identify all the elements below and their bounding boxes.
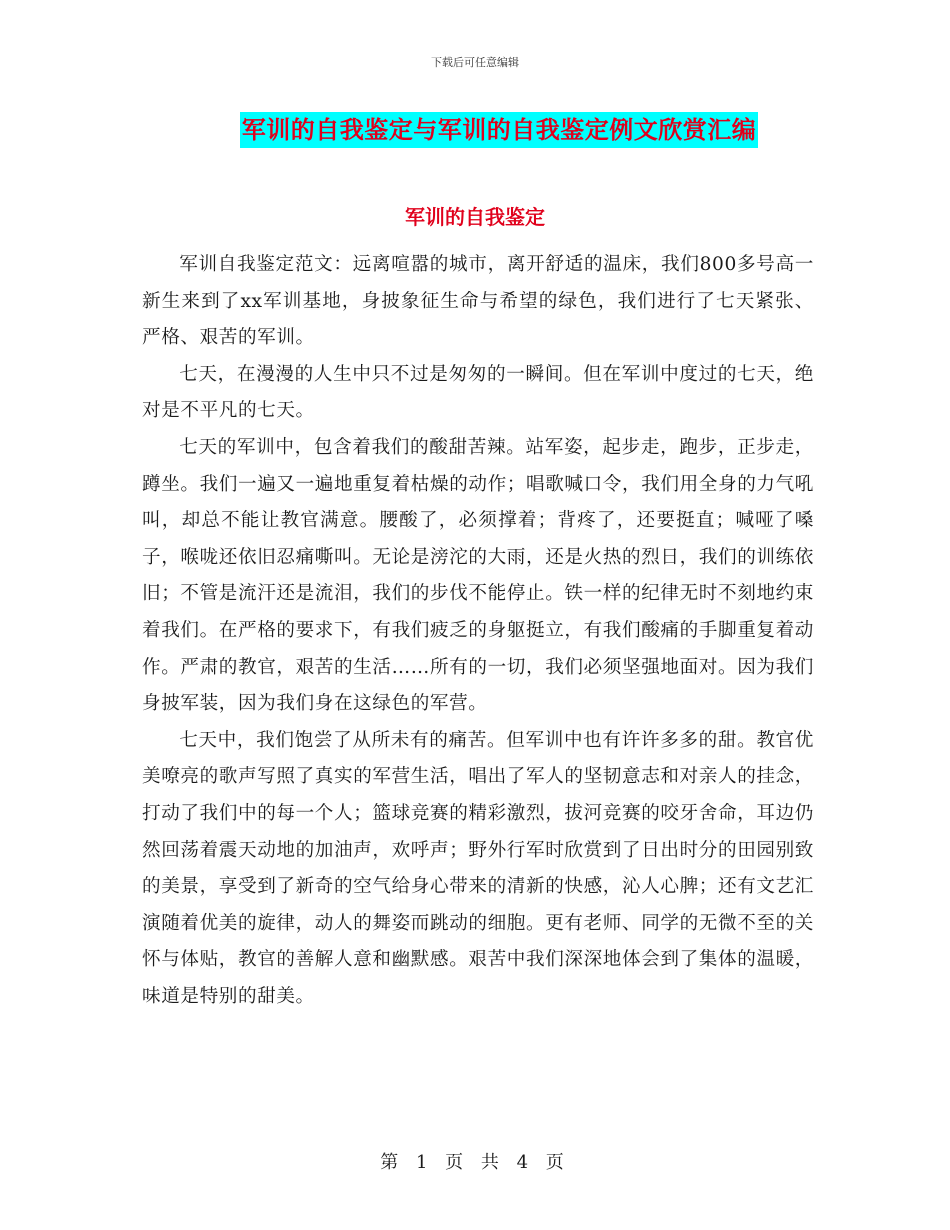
paragraph: 军训自我鉴定范文：远离喧嚣的城市，离开舒适的温床，我们800多号高一新生来到了xx军训基地，身披象征生命与希望的绿色，我们进行了七天紧张、严格、艰苦的军训。	[142, 254, 814, 349]
section-title: 军训的自我鉴定	[405, 205, 545, 229]
paragraph: 七天中，我们饱尝了从所未有的痛苦。但军训中也有许许多多的甜。教官优美嘹亮的歌声写照了真实的军营生活，唱出了军人的坚韧意志和对亲人的挂念，打动了我们中的每一个人；篮球竞赛的精彩激烈，拔河竞赛的咬牙舍命，耳边仍然回荡着震天动地的加油声，欢呼声；野外行军时欣赏到了日出时分的田园别致的美景，享受到了新奇的空气给身心带来的清新的快感，沁人心脾；还有文艺汇演随着优美的旋律，动人的舞姿而跳动的细胞。更有老师、同学的无微不至的关怀与体贴，教官的善解人意和幽默感。艰苦中我们深深地体会到了集体的温暖，味道是特别的甜美。	[142, 729, 814, 1007]
document-title-container	[0, 112, 950, 148]
page-header-note: 下载后可任意编辑	[431, 56, 519, 69]
paragraph: 七天的军训中，包含着我们的酸甜苦辣。站军姿，起步走，跑步，正步走，蹲坐。我们一遍又一遍地重复着枯燥的动作；唱歌喊口令，我们用全身的力气吼叫，却总不能让教官满意。腰酸了，必须撑着；背疼了，还要挺直；喊哑了嗓子，喉咙还依旧忍痛嘶叫。无论是滂沱的大雨，还是火热的烈日，我们的训练依旧；不管是流汗还是流泪，我们的步伐不能停止。铁一样的纪律无时不刻地约束着我们。在严格的要求下，有我们疲乏的身躯挺立，有我们酸痛的手脚重复着动作。严肃的教官，艰苦的生活……所有的一切，我们必须坚强地面对。因为我们身披军装，因为我们身在这绿色的军营。	[142, 436, 814, 715]
paragraph: 七天，在漫漫的人生中只不过是匆匆的一瞬间。但在军训中度过的七天，绝对是不平凡的七天。	[142, 363, 814, 422]
page-number-footer: 第 1 页 共 4 页	[380, 1152, 570, 1173]
document-body	[142, 247, 814, 1015]
document-title: 军训的自我鉴定与军训的自我鉴定例文欣赏汇编	[240, 112, 759, 148]
